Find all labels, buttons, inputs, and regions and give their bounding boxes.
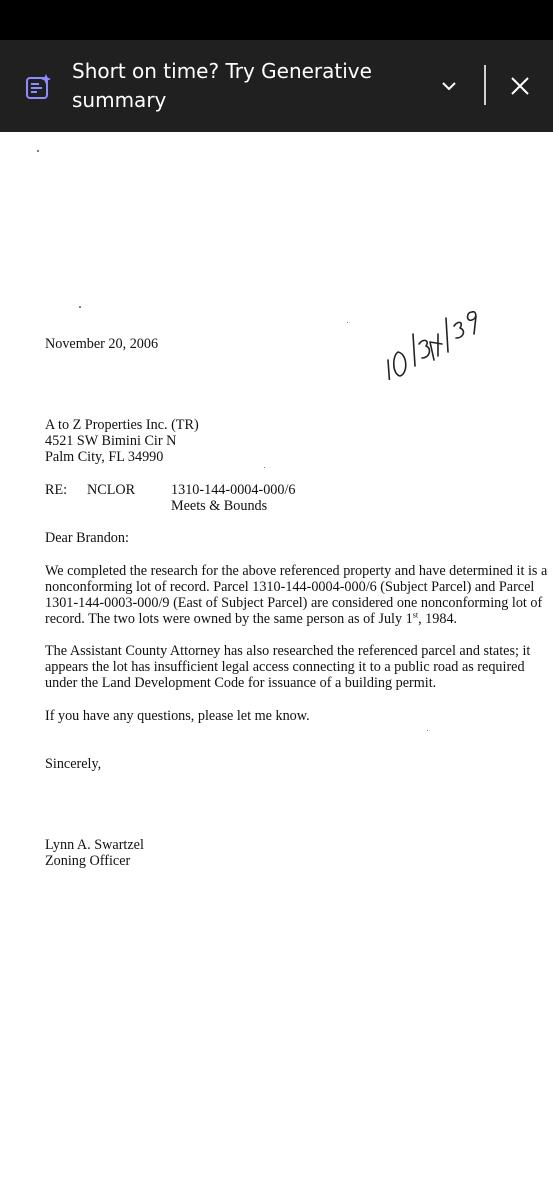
closing: Sincerely, — [45, 756, 102, 772]
re-description: Meets & Bounds — [171, 498, 268, 514]
chevron-down-icon[interactable] — [437, 74, 461, 98]
status-bar — [0, 0, 553, 40]
signer-title: Zoning Officer — [45, 853, 131, 869]
paragraph-1-line-3: 1301-144-0003-000/9 (East of Subject Parcel) are considered one nonconforming lot of — [45, 595, 543, 611]
document-page — [0, 132, 553, 1200]
scan-speck — [427, 730, 428, 731]
re-label: RE: — [45, 482, 68, 498]
handwritten-note — [378, 300, 488, 380]
ai-summary-icon — [24, 73, 52, 101]
paragraph-1-line-4: record. The two lots were owned by the same person as of July 1st, 1984. — [45, 610, 458, 627]
scan-speck — [347, 322, 348, 323]
banner-divider — [484, 65, 486, 105]
paragraph-2-line-1: The Assistant County Attorney has also researched the referenced parcel and states; it — [45, 643, 531, 659]
scan-speck — [79, 306, 81, 308]
recipient-line-1: A to Z Properties Inc. (TR) — [45, 417, 199, 433]
salutation: Dear Brandon: — [45, 530, 129, 546]
paragraph-1-line-2: nonconforming lot of record. Parcel 1310-144-0004-000/6 (Subject Parcel) and Parcel — [45, 579, 535, 595]
scan-speck — [37, 150, 39, 152]
paragraph-3: If you have any questions, please let me know. — [45, 708, 310, 724]
paragraph-2-line-3: under the Land Development Code for issuance of a building permit. — [45, 675, 437, 691]
scan-speck — [264, 467, 265, 468]
signer-name: Lynn A. Swartzel — [45, 837, 144, 853]
recipient-line-2: 4521 SW Bimini Cir N — [45, 433, 177, 449]
paragraph-1-line-1: We completed the research for the above referenced property and have determined it is a — [45, 563, 548, 579]
close-icon[interactable] — [506, 72, 534, 100]
paragraph-2-line-2: appears the lot has insufficient legal access connecting it to a public road as required — [45, 659, 525, 675]
generative-summary-banner[interactable] — [0, 40, 553, 132]
banner-text[interactable]: Short on time? Try Generative summary — [72, 59, 372, 112]
letter-date: November 20, 2006 — [45, 336, 159, 352]
re-parcel: 1310-144-0004-000/6 — [171, 482, 296, 498]
recipient-line-3: Palm City, FL 34990 — [45, 449, 164, 465]
re-code: NCLOR — [87, 482, 136, 498]
